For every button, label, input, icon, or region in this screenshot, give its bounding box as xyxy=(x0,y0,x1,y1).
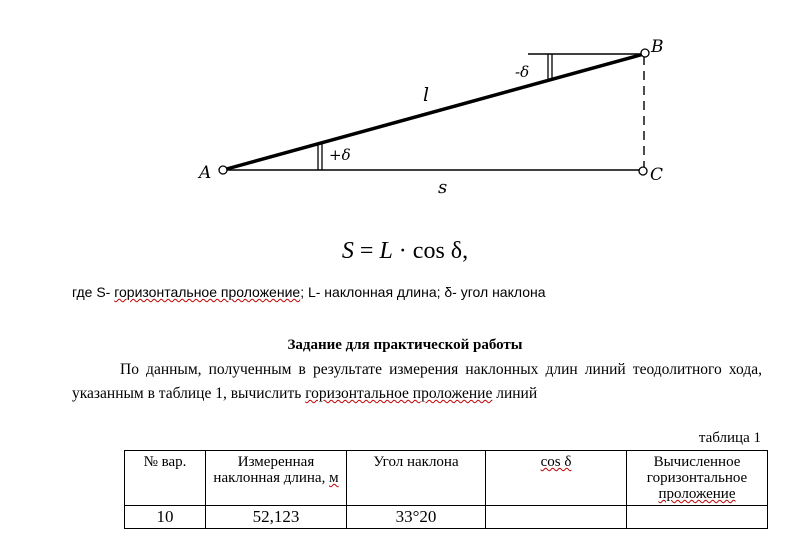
label-point-c: C xyxy=(650,165,664,185)
header-angle: Угол наклона xyxy=(347,451,486,506)
label-point-b: B xyxy=(651,37,664,57)
formula-l: L xyxy=(379,238,393,264)
point-b-marker xyxy=(641,49,649,57)
table-row xyxy=(125,506,768,529)
data-table xyxy=(124,450,768,529)
point-a-marker xyxy=(219,166,227,174)
task-text-post: линий xyxy=(492,385,538,402)
legend-part-2: горизонтальное проложение xyxy=(114,284,301,300)
cell-angle: 33°20 xyxy=(347,506,486,529)
formula-lhs: S xyxy=(341,238,354,264)
cell-length: 52,123 xyxy=(206,506,347,529)
task-text xyxy=(72,358,762,406)
label-angle-positive: +δ xyxy=(329,146,351,164)
task-title: Задание для практической работы xyxy=(287,337,523,353)
formula-tail: , xyxy=(462,238,469,264)
header-cos-text: cos δ xyxy=(540,454,572,470)
cell-cos xyxy=(486,506,627,529)
header-length-text: Измеренная наклонная длина, xyxy=(213,454,330,486)
triangle-diagram xyxy=(0,0,810,230)
legend-part-1: где S- xyxy=(72,284,115,300)
cell-computed xyxy=(627,506,768,529)
cell-variant: 10 xyxy=(125,506,206,529)
header-computed-word: проложение xyxy=(658,486,736,502)
label-angle-negative: -δ xyxy=(515,63,530,81)
task-text-link: горизонтальное проложение xyxy=(305,385,493,402)
task-text-pre: По данным, полученным в результате измерения наклонных длин линий теодолитного хода, указанным в таблице 1, вычислить xyxy=(72,361,762,402)
header-variant: № вар. xyxy=(125,451,206,506)
formula-legend xyxy=(72,284,546,300)
header-computed-text: Вычисленное горизонтальное xyxy=(646,454,748,486)
slope-line-ab xyxy=(223,54,644,170)
point-c-marker xyxy=(639,167,647,175)
legend-part-3: ; L- наклонная длина; δ- угол наклона xyxy=(300,284,546,300)
formula xyxy=(0,238,810,265)
formula-eq: = xyxy=(353,238,380,264)
header-cos xyxy=(486,451,627,506)
table-header-row xyxy=(125,451,768,506)
header-length-unit: м xyxy=(329,470,339,486)
header-length xyxy=(206,451,347,506)
formula-cos: cos δ xyxy=(412,238,463,264)
table-caption: таблица 1 xyxy=(698,430,761,446)
header-computed xyxy=(627,451,768,506)
formula-dot: · xyxy=(392,238,413,264)
label-slope-length: l xyxy=(423,84,430,106)
label-horizontal: s xyxy=(438,177,448,198)
label-point-a: A xyxy=(199,163,212,183)
